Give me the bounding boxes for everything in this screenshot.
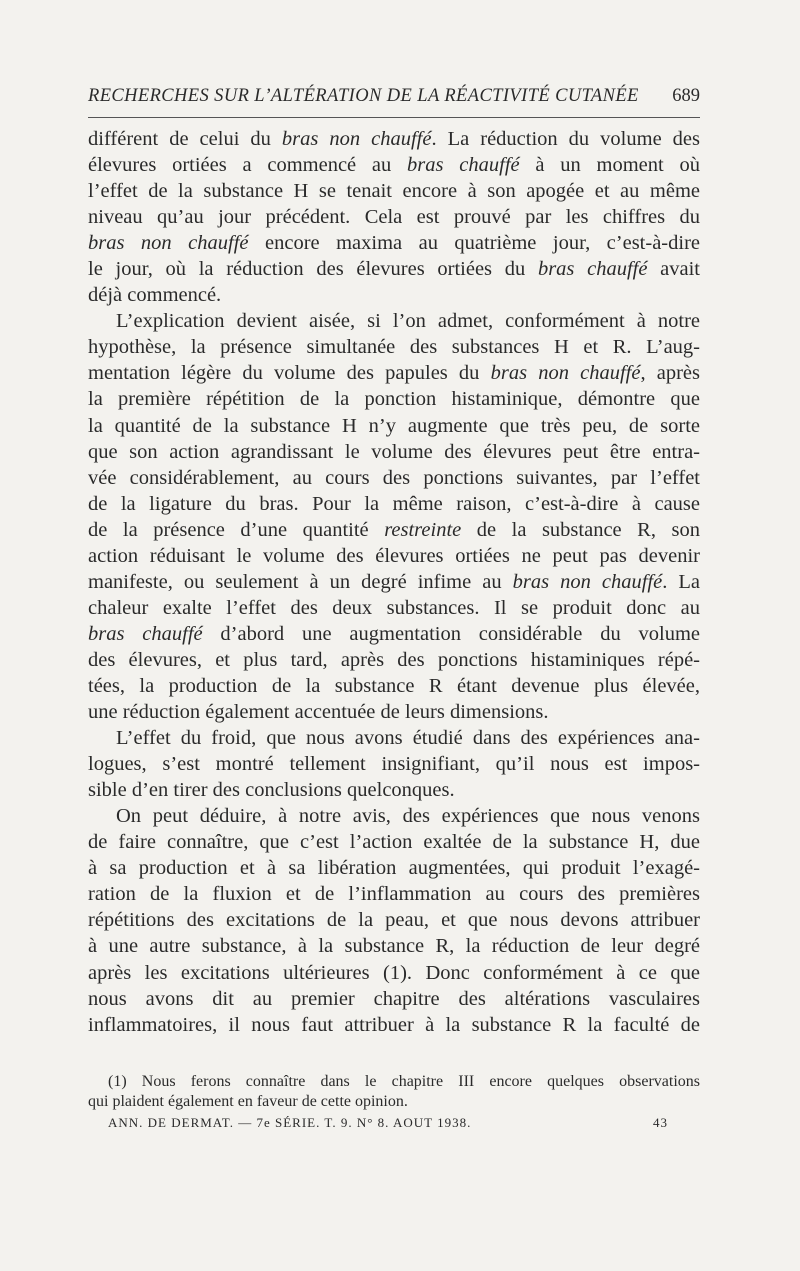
text-line: chaleur exalte l’effet des deux substances. Il se produit donc au: [88, 596, 700, 619]
text-line: tées, la production de la substance R étant devenue plus élevée,: [88, 674, 700, 697]
text-line: L’effet du froid, que nous avons étudié dans des expériences ana-: [116, 727, 700, 750]
text-line: de la ligature du bras. Pour la même raison, c’est-à-dire à cause: [88, 492, 700, 515]
text-line: élevures ortiées a commencé au bras chauffé à un moment où: [88, 154, 700, 177]
text-line: le jour, où la réduction des élevures ortiées du bras chauffé avait: [88, 258, 700, 281]
text-line: mentation légère du volume des papules du bras non chauffé, après: [88, 362, 700, 385]
text-line: L’explication devient aisée, si l’on admet, conformément à notre: [116, 310, 700, 333]
text-line: hypothèse, la présence simultanée des substances H et R. L’aug-: [88, 336, 700, 359]
text-line: de faire connaître, que c’est l’action exaltée de la substance H, due: [88, 831, 700, 854]
header-rule: [88, 117, 700, 118]
sheet-number: 43: [653, 1115, 668, 1130]
footnote: [88, 1072, 700, 1112]
text-line: différent de celui du bras non chauffé. La réduction du volume des: [88, 128, 700, 150]
page-number: 689: [672, 86, 700, 106]
body-text: [88, 126, 700, 1038]
running-header: [88, 86, 700, 114]
text-line: à sa production et à sa libération augmentées, qui produit l’exagé-: [88, 857, 700, 880]
text-line: niveau qu’au jour précédent. Cela est prouvé par les chiffres du: [88, 206, 700, 229]
text-line: manifeste, ou seulement à un degré infime au bras non chauffé. La: [88, 570, 700, 593]
text-line: la première répétition de la ponction histaminique, démontre que: [88, 388, 700, 411]
text-line: On peut déduire, à notre avis, des expériences que nous venons: [116, 805, 700, 828]
text-line: déjà commencé.: [88, 284, 222, 307]
text-line: ration de la fluxion et de l’inflammation au cours des premières: [88, 883, 700, 906]
text-line: que son action agrandissant le volume des élevures peut être entra-: [88, 440, 700, 463]
text-line: nous avons dit au premier chapitre des altérations vasculaires: [88, 987, 700, 1010]
footnote-line: qui plaident également en faveur de cette opinion.: [88, 1093, 408, 1110]
text-line: sible d’en tirer des conclusions quelconques.: [88, 779, 455, 802]
text-line: une réduction également accentuée de leurs dimensions.: [88, 701, 549, 724]
text-line: logues, s’est montré tellement insignifiant, qu’il nous est impos-: [88, 753, 700, 776]
signature-line: [108, 1115, 668, 1135]
text-line: répétitions des excitations de la peau, et que nous devons attribuer: [88, 909, 700, 932]
running-title: RECHERCHES SUR L’ALTÉRATION DE LA RÉACTIVITÉ CUTANÉE: [88, 86, 639, 106]
text-line: action réduisant le volume des élevures ortiées ne peut pas devenir: [88, 544, 700, 567]
text-line: des élevures, et plus tard, après des ponctions histaminiques répé-: [88, 648, 700, 671]
text-line: inflammatoires, il nous faut attribuer à la substance R la faculté de: [88, 1013, 700, 1036]
journal-reference: ANN. DE DERMAT. — 7e SÉRIE. T. 9. N° 8. AOUT 1938.: [108, 1115, 472, 1130]
text-line: après les excitations ultérieures (1). Donc conformément à ce que: [88, 961, 700, 984]
text-line: bras non chauffé encore maxima au quatrième jour, c’est-à-dire: [88, 232, 700, 255]
text-line: de la présence d’une quantité restreinte de la substance R, son: [88, 518, 700, 541]
text-line: vée considérablement, au cours des ponctions suivantes, par l’effet: [88, 466, 700, 489]
text-line: la quantité de la substance H n’y augmente que très peu, de sorte: [88, 414, 700, 437]
text-line: bras chauffé d’abord une augmentation considérable du volume: [88, 622, 700, 645]
text-line: à une autre substance, à la substance R, la réduction de leur degré: [88, 935, 700, 958]
footnote-line: (1) Nous ferons connaître dans le chapitre III encore quelques observations: [108, 1073, 700, 1090]
text-line: l’effet de la substance H se tenait encore à son apogée et au même: [88, 180, 700, 203]
